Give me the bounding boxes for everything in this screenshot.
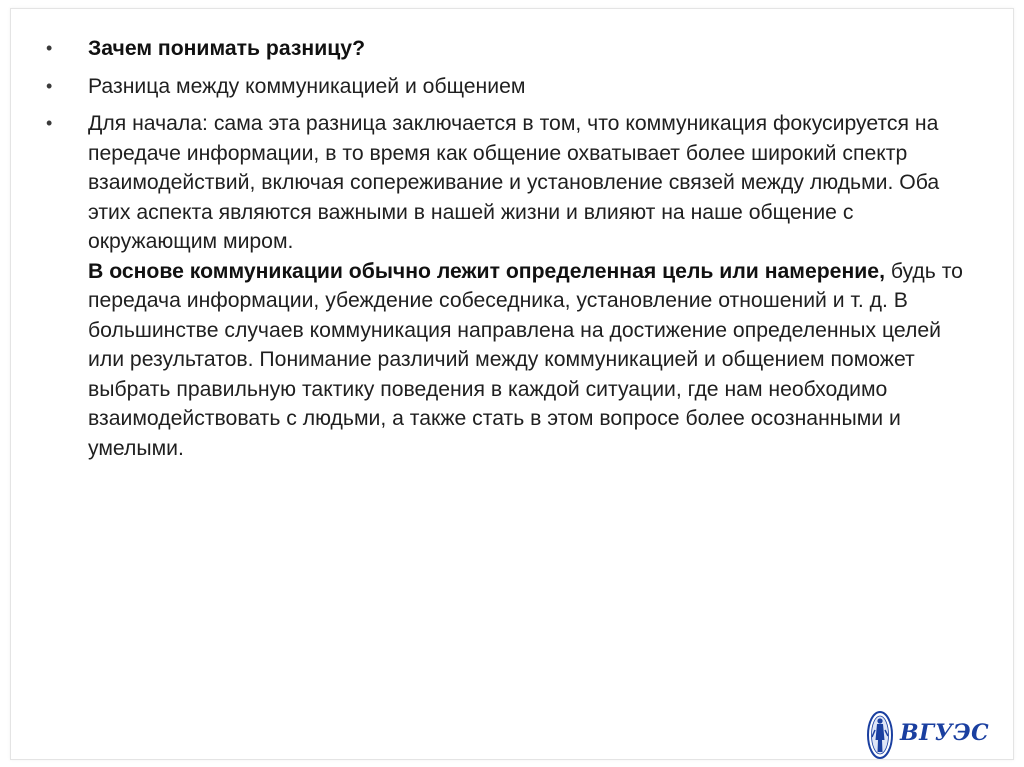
bullet-item-difference — [46, 72, 976, 102]
bullet-dot-icon: • — [46, 38, 53, 58]
university-logo-text: ВГУЭС — [900, 720, 990, 746]
bullet-text: Разница между коммуникацией и общением — [88, 74, 526, 98]
bullet-dot-icon: • — [46, 75, 53, 96]
bullet-list — [46, 34, 976, 463]
bullet-item-why — [46, 34, 976, 64]
bullet-heading: Зачем понимать разницу? — [88, 37, 366, 60]
explanation-continuation: будь то передача информации, убеждение собеседника, установление отношений и т. д. В большинстве случаев коммуникация направлена на достижение определенных целей или результатов. Понимание различий между коммуникацией и общением поможет выбрать правильную тактику поведения в каждой ситуации, где нам необходимо взаимодействовать с людьми, а также стать в этом вопросе более осознанными и умелыми. — [88, 259, 963, 460]
bullet-item-explanation — [46, 109, 976, 463]
bullet-dot-icon: • — [46, 113, 53, 133]
explanation-intro: Для начала: сама эта разница заключается в том, что коммуникация фокусируется на передаче информации, в то время как общение охватывает более широкий спектр взаимодействий, включая сопереживание и установление связей между людьми. Оба этих аспекта являются важными в нашей жизни и влияют на наше общение с окружающим миром. — [88, 112, 940, 253]
university-emblem-icon — [866, 710, 894, 760]
university-logo — [866, 710, 996, 760]
explanation-emphasis: В основе коммуникации обычно лежит определенная цель или намерение, — [88, 259, 885, 283]
explanation-detail — [88, 257, 976, 464]
